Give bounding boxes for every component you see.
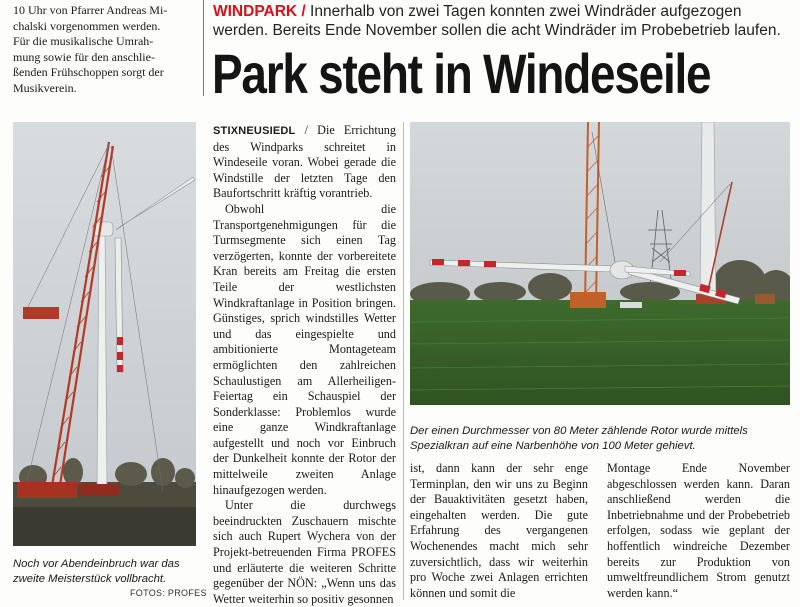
kicker: WINDPARK xyxy=(213,3,298,20)
article-paragraph-1 xyxy=(213,123,396,202)
top-line: ßenden Frühschoppen sorgt der xyxy=(13,65,164,80)
crane-turbine-illustration xyxy=(13,122,196,546)
kicker-separator: / xyxy=(301,3,306,20)
top-line: 10 Uhr von Pfarrer Andreas Mi- xyxy=(13,3,168,17)
article-column-2: ist, dann kann der sehr enge Terminplan, den wir uns zu Beginn der Bauaktivitäten gesetzt haben, eingehalten werden. Die gute Erfahrung des vergangenen Wochenendes macht mich sehr zuversichtlich, dass wir weiterhin pro Woche zwei Anlagen errichten können und somit die xyxy=(410,461,588,600)
right-photo-caption: Der einen Durchmesser von 80 Meter zählende Rotor wurde mittels Spezialkran auf eine Narbenhöhe von 100 Meter gehievt. xyxy=(410,425,748,452)
article-column-3: Montage Ende November abgeschlossen werden kann. Daran anschließend werden die Inbetriebnahme und der Probebetrieb erfolgen, sodass wie geplant der hoffentlich windreiche Dezember bereits zur Produktion von umweltfreundlichem Strom genutzt werden kann.“ xyxy=(607,461,790,600)
intro-text: Innerhalb von zwei Tagen konnten zwei Windräder aufgezogen werden. Bereits Ende November sollen die acht Windräder im Probebetrieb laufen. xyxy=(213,3,781,39)
headline: Park steht in Windeseile xyxy=(212,42,711,105)
top-line: Für die musikalische Umrah- xyxy=(13,34,154,49)
top-line: chalski vorgenommen werden. xyxy=(13,18,161,33)
column-rule xyxy=(403,122,404,600)
article-paragraph-3: Unter die durchwegs beeindruckten Zuschauern mischte sich auch Rupert Wychera von der Projekt-betreuenden Firma PROFES und erläuterte die weiteren Schritte gegenüber der NÖN: „Wenn uns das Wetter weiterhin so positiv gesonnen xyxy=(213,498,396,606)
crane-turbine-photo xyxy=(13,122,196,546)
column-rule xyxy=(203,0,204,96)
left-photo-caption xyxy=(13,557,196,587)
top-column-text xyxy=(13,3,195,97)
top-line: Musikverein. xyxy=(13,80,77,95)
rotor-lift-illustration xyxy=(410,122,790,405)
article-paragraph-2: Obwohl die Transportgenehmigungen für die Turmsegmente sich einen Tag verzögerten, konnte der vorbereitete Kran bereits am Freitag die ersten Teile der westlichsten Windkraftanlage in Position bringen. Günstiges, sprich windstilles Wetter und das eingespielte und ambitionierte Montageteam ermöglichten den zahlreichen Schaulustigen am Allerheiligen-Feiertag ein Schauspiel der Sonderklasse: Problemlos wurde eine ganze Windkraftanlage aufgestellt und noch vor Einbruch der Dunkelheit konnte der Rotor der mittelweile zweiten Anlage hinaufgezogen werden. xyxy=(213,201,396,497)
top-line: mung sowie für den anschlie- xyxy=(13,49,155,64)
article-column-1 xyxy=(213,123,396,607)
left-caption-text: Noch vor Abendeinbruch war das zweite Meisterstück vollbracht. xyxy=(13,558,180,585)
photo-credit: FOTOS: PROFES xyxy=(130,588,207,598)
paragraph-1-text: / Die Errichtung des Windparks schreitet in Windeseile voran. Wobei gerade die Windstille der letzten Tage den Baufortschritt kräftig vorantrieb. xyxy=(213,123,396,201)
dateline: STIXNEUSIEDL xyxy=(213,125,296,137)
rotor-lift-photo xyxy=(410,122,790,405)
header-intro xyxy=(213,2,793,40)
